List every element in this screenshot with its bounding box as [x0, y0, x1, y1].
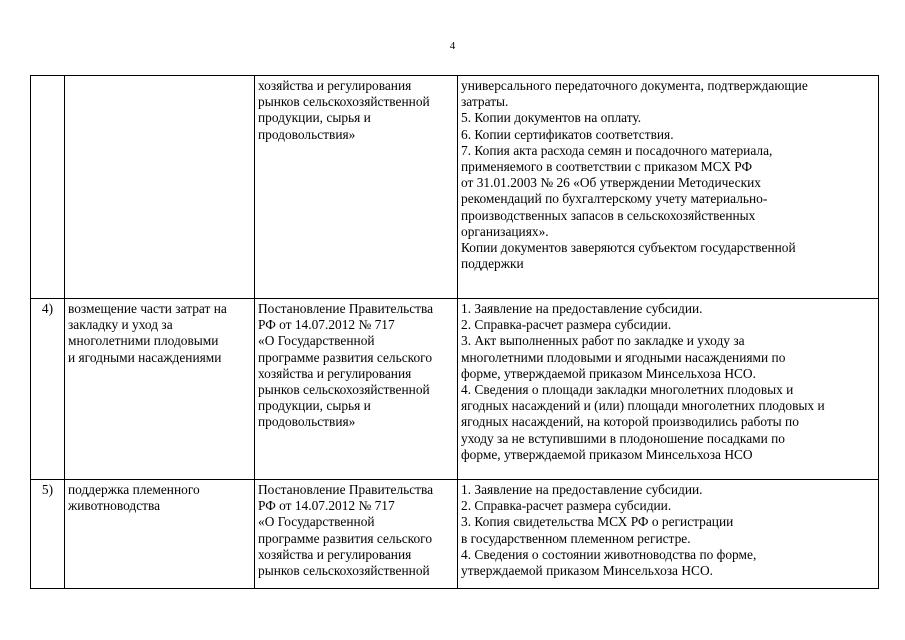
- legal-act-cell: [255, 480, 458, 589]
- cell-line: в государственном племенном регистре.: [461, 530, 691, 546]
- table-row: [31, 299, 879, 480]
- legal-act-cell: [255, 299, 458, 480]
- cell-line: ягодных насаждений и (или) площади многолетних плодовых и: [461, 398, 825, 414]
- table-row: [31, 480, 879, 589]
- cell-line: рынков сельскохозяйственной: [258, 94, 430, 110]
- table-row: [31, 76, 879, 299]
- row-number-cell: [31, 76, 65, 299]
- subsidy-documents-table: [30, 75, 879, 589]
- cell-line: 4. Сведения о состоянии животноводства по форме,: [461, 546, 757, 562]
- cell-line: 1. Заявление на предоставление субсидии.: [461, 482, 703, 497]
- cell-line: 2. Справка-расчет размера субсидии.: [461, 498, 672, 514]
- cell-line: рынков сельскохозяйственной: [258, 563, 430, 579]
- required-documents-cell: [458, 480, 879, 589]
- row-number-cell: 4): [31, 299, 65, 480]
- cell-line: Копии документов заверяются субъектом государственной: [461, 240, 796, 256]
- cell-line: 7. Копия акта расхода семян и посадочного материала,: [461, 142, 773, 158]
- cell-line: продукции, сырья и: [258, 110, 371, 126]
- cell-line: 2. Справка-расчет размера субсидии.: [461, 317, 672, 333]
- cell-line: 6. Копии сертификатов соответствия.: [461, 126, 674, 142]
- cell-line: Постановление Правительства: [258, 482, 434, 497]
- cell-line: Постановление Правительства: [258, 301, 434, 316]
- cell-line: продовольствия»: [258, 126, 356, 142]
- cell-line: уходу за не вступившими в плодоношение посадками по: [461, 430, 785, 446]
- cell-line: продукции, сырья и: [258, 398, 371, 414]
- subsidy-name-cell: [65, 299, 255, 480]
- cell-line: рекомендаций по бухгалтерскому учету материально-: [461, 191, 768, 207]
- cell-line: хозяйства и регулирования: [258, 546, 412, 562]
- cell-line: многолетними плодовыми и ягодными насаждениями по: [461, 349, 786, 365]
- required-documents-cell: [458, 299, 879, 480]
- cell-line: форме, утверждаемой приказом Минсельхоза НСО.: [461, 365, 756, 381]
- required-documents-cell: [458, 76, 879, 299]
- legal-act-cell: [255, 76, 458, 299]
- cell-line: ягодных насаждений, на которой производились работы по: [461, 414, 799, 430]
- cell-line: и ягодными насаждениями: [68, 349, 222, 365]
- cell-line: поддержки: [461, 256, 524, 272]
- cell-line: многолетними плодовыми: [68, 333, 219, 349]
- cell-line: РФ от 14.07.2012 № 717: [258, 317, 395, 333]
- page-number: 4: [449, 40, 456, 52]
- cell-line: утверждаемой приказом Минсельхоза НСО.: [461, 563, 713, 579]
- cell-line: затраты.: [461, 94, 509, 110]
- cell-line: РФ от 14.07.2012 № 717: [258, 498, 395, 514]
- cell-line: 4. Сведения о площади закладки многолетних плодовых и: [461, 382, 794, 398]
- cell-line: «О Государственной: [258, 333, 375, 349]
- cell-line: 3. Акт выполненных работ по закладке и уходу за: [461, 333, 745, 349]
- cell-line: животноводства: [68, 498, 161, 514]
- cell-line: форме, утверждаемой приказом Минсельхоза НСО: [461, 446, 753, 462]
- row-number-cell: 5): [31, 480, 65, 589]
- cell-line: 1. Заявление на предоставление субсидии.: [461, 301, 703, 316]
- cell-line: рынков сельскохозяйственной: [258, 382, 430, 398]
- cell-line: универсального передаточного документа, подтверждающие: [461, 78, 808, 93]
- cell-line: 5. Копии документов на оплату.: [461, 110, 642, 126]
- subsidy-name-cell: [65, 76, 255, 299]
- cell-line: от 31.01.2003 № 26 «Об утверждении Методических: [461, 175, 761, 191]
- cell-line: организациях».: [461, 223, 549, 239]
- cell-line: закладку и уход за: [68, 317, 173, 333]
- cell-line: хозяйства и регулирования: [258, 78, 412, 93]
- cell-line: программе развития сельского: [258, 530, 433, 546]
- cell-line: программе развития сельского: [258, 349, 433, 365]
- cell-line: «О Государственной: [258, 514, 375, 530]
- subsidy-name-cell: [65, 480, 255, 589]
- cell-line: 3. Копия свидетельства МСХ РФ о регистрации: [461, 514, 734, 530]
- cell-line: производственных запасов в сельскохозяйственных: [461, 207, 756, 223]
- cell-line: применяемого в соответствии с приказом МСХ РФ: [461, 159, 753, 175]
- cell-line: возмещение части затрат на: [68, 301, 227, 316]
- cell-line: продовольствия»: [258, 414, 356, 430]
- cell-line: поддержка племенного: [68, 482, 200, 497]
- cell-line: хозяйства и регулирования: [258, 365, 412, 381]
